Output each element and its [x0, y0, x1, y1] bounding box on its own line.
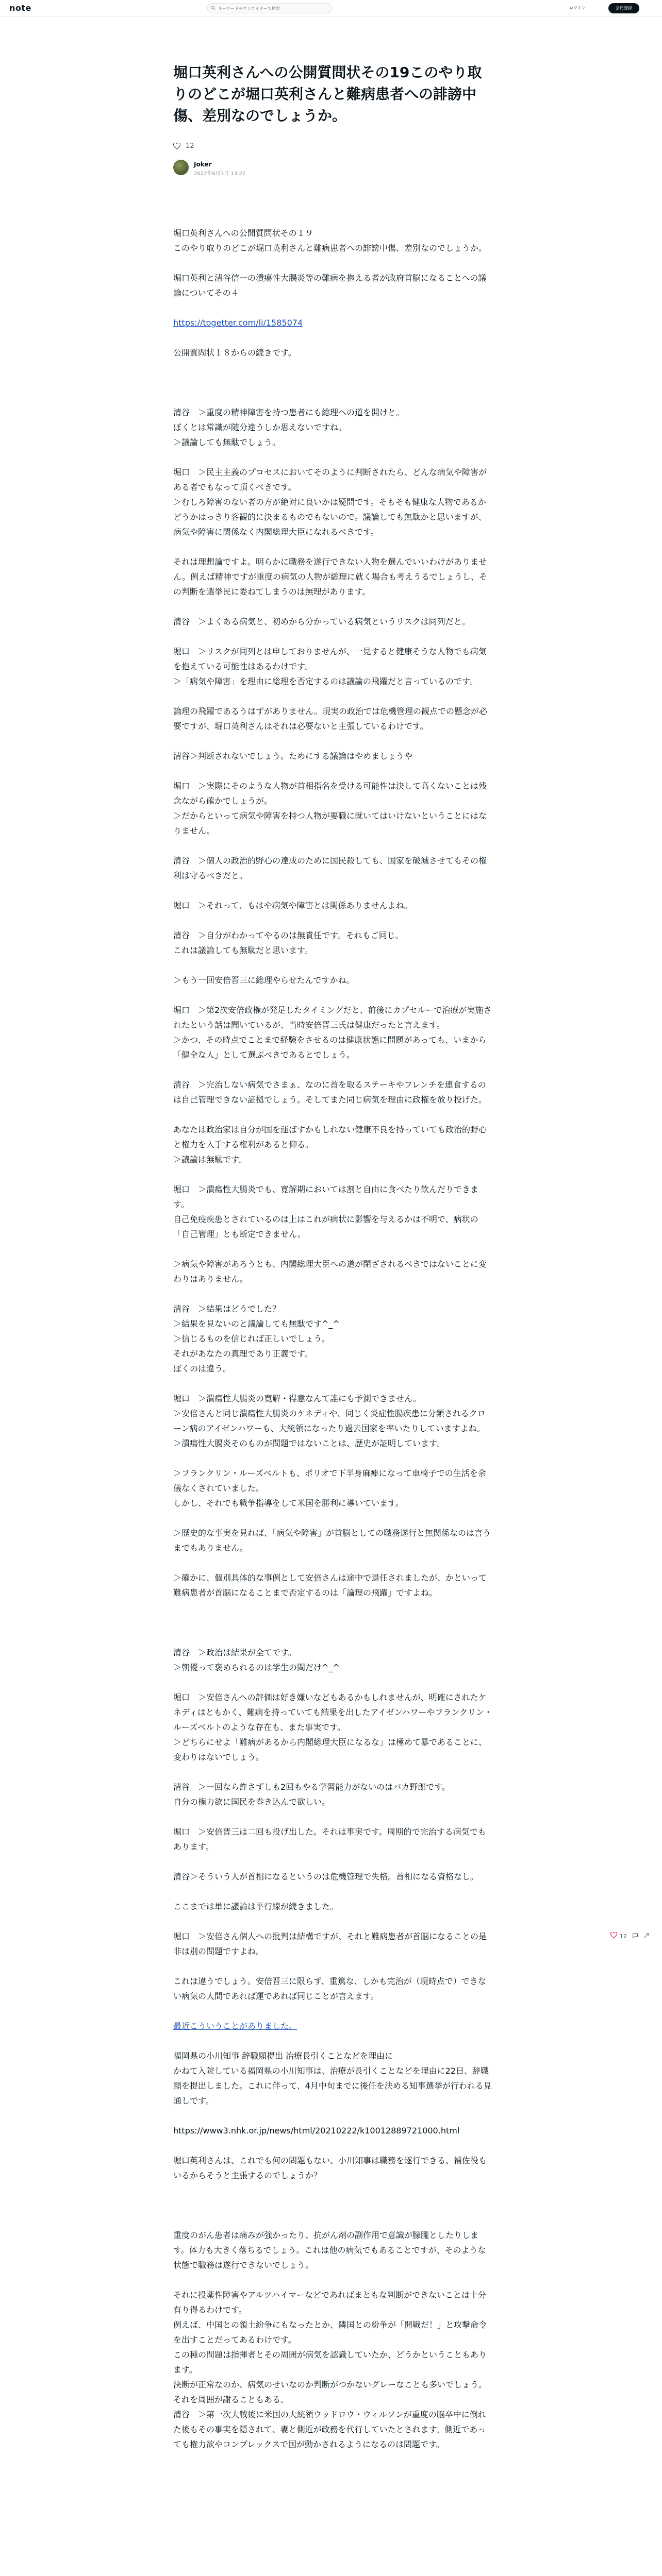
- article-paragraph: ＞歴史的な事実を見れば、「病気や障害」が首脳としての職務遂行と無関係なのは言うまでもありません。: [173, 1528, 491, 1553]
- article-paragraph: 清谷 ＞重度の精神障害を持つ患者にも総理への道を開けと。 ぼくとは常識が随分違うしか思えないですね。 ＞議論しても無駄でしょう。: [173, 408, 405, 447]
- like-count: 12: [620, 1933, 627, 1940]
- avatar[interactable]: [173, 160, 189, 175]
- article-link[interactable]: https://togetter.com/li/1585074: [173, 318, 303, 328]
- heart-icon[interactable]: [173, 143, 180, 149]
- article-paragraph: これは違うでしょう。安倍晋三に限らず、重篤な、しかも完治が（現時点で）できない病気の人間であれば運であれば同じことが言えます。: [173, 1976, 486, 2001]
- article-paragraph: 論理の飛躍であるうはずがありません。現実の政治では危機管理の観点での懸念が必要ですが、堀口英利さんはそれは必要ないと主張しているわけです。: [173, 706, 487, 731]
- article-paragraph: 堀口 ＞潰瘍性大腸炎の寛解・得意なんて誰にも予測できません。 ＞安倍さんと同じ潰瘍性大腸炎のケネディや、同じく炎症性腸疾患に分類されるクローン病のアイゼンハワーも、大統領になったり過去国家を率いたりしていますよね。 ＞潰瘍性大腸炎そのものが問題ではないことは、歴史が証明しています。: [173, 1394, 486, 1448]
- article-paragraph: 清谷 ＞完治しない病気でさまぁ、なのに首を取るステーキやフレンチを連食するのは自己管理できない証拠でしょう。そしてまた同じ病気を理由に政権を放り投げた。: [173, 1080, 487, 1105]
- floating-actions: [610, 1931, 662, 1943]
- article-paragraph: 清谷＞そういう人が首相になるというのは危機管理で失格。首相になる資格なし。: [173, 1872, 479, 1882]
- like-row: [173, 142, 493, 154]
- heart-icon[interactable]: [610, 1932, 617, 1938]
- article-paragraph: 堀口英利さんへの公開質問状その１９ このやり取りのどこが堀口英利さんと難病患者への誹謗中傷、差別なのでしょうか。: [173, 228, 487, 253]
- article-paragraph: [173, 375, 493, 390]
- article-paragraph: 堀口 ＞安倍晋三は二回も投げ出した。それは事実です。周期的で完治する病気でもあります。: [173, 1827, 486, 1852]
- author-block[interactable]: [173, 159, 493, 179]
- login-button[interactable]: ログイン: [569, 6, 586, 10]
- article-paragraph: ＞もう一回安倍晋三に総理やらせたんですかね。: [173, 975, 355, 985]
- article-paragraph: 堀口英利と清谷信一の潰瘍性大腸炎等の難病を抱える者が政府首脳になることへの議論についてその４: [173, 273, 487, 298]
- article-paragraph: https://www3.nhk.or.jp/news/html/20210222/k10012889721000.html: [173, 2126, 460, 2136]
- article-paragraph: 清谷 ＞自分がわかってやるのは無責任です。それもご同じ。 これは議論しても無駄だと思います。: [173, 930, 404, 955]
- article-paragraph: 重度のがん患者は痛みが強かったり、抗がん剤の副作用で意識が朦朧としたりします。体力も大きく落ちるでしょう。これは他の病気でもあることですが、そのような状態で職務は遂行できないでしょう。: [173, 2230, 486, 2270]
- like-count: 12: [186, 142, 194, 150]
- article-paragraph: 清谷＞判断されないでしょう。ためにする議論はやめましょうや: [173, 751, 413, 761]
- article-paragraph: 堀口 ＞それって、もはや病気や障害とは関係ありませんよね。: [173, 901, 412, 910]
- article-paragraph: 堀口 ＞リスクが同列とは申しておりませんが、一見すると健康そうな人物でも病気を抱えている可能性はあるわけです。 ＞「病気や障害」を理由に総理を否定するのは議論の飛躍だと言っているのです。: [173, 647, 487, 686]
- author-name[interactable]: Joker: [194, 161, 212, 168]
- article-paragraph: 堀口 ＞民主主義のプロセスにおいてそのように判断されたら、どんな病気や障害がある者でもなって頂くべきです。 ＞むしろ障害のない者の方が絶対に良いかは疑問です。そもそも健康な人物であるかどうかはっきり客観的に決まるものでもないので。議論しても無駄かと思いますが、病気や障害に関係なく内閣総理大臣になれるべきです。: [173, 467, 487, 537]
- article-paragraph: あなたは政治家は自分が国を運ばすかもしれない健康不良を持っていても政治的野心と権力を入手する権利があると仰る。 ＞議論は無駄です。: [173, 1125, 487, 1164]
- article-paragraph: 福岡県の小川知事 辞職願提出 治療長引くことなどを理由に かねて入院している福岡県の小川知事は、治療が長引くことなどを理由に22日、辞職願を提出しました。これに伴って、4月中旬までに後任を決める知事選挙が行われる見通しです。: [173, 2051, 492, 2106]
- article-paragraph: それは理想論ですよ。明らかに職務を遂行できない人物を選んでいいわけがありません。例えば精神ですが重度の病気の人物が総理に就く場合も考えうるでしょうし、その判断を選挙民に委ねてしまうのは無理があります。: [173, 557, 487, 597]
- article-paragraph: それに投薬性障害やアルツハイマーなどであればまともな判断ができないことは十分有り得るわけです。 例えば、中国との領土紛争にもなったとか、隣国との紛争が「開戦だ！」と攻撃命令を出すことだってあるわけです。 この種の問題は指揮者とその周囲が病気を認識していたか、どうかということもあります。 決断が正常なのか、病気のせいなのか判断がつかないグレーなことも多いでしょう。 それを周囲が謝ることもある。 清谷 ＞第一次大戦後に米国の大統領ウッドロウ・ウィルソンが重度の脳卒中に倒れた後もその事実を隠されて、妻と側近が政務を代行していたとされます。側近であっても権力欲やコンプレックスで国が動かされるようになるのは問題です。: [173, 2290, 487, 2449]
- comment-icon[interactable]: [632, 1933, 638, 1939]
- top-header: [0, 0, 662, 17]
- article-paragraph: ＞フランクリン・ルーズベルトも、ポリオで下半身麻痺になって車椅子での生活を余儀なくされていました。 しかし、それでも戦争指導をして米国を勝利に導いています。: [173, 1468, 486, 1508]
- article-paragraph: 清谷 ＞個人の政治的野心の達成のために国民殺しても、国家を破滅させてもその権利は守るべきだと。: [173, 856, 487, 880]
- signup-button[interactable]: 会員登録: [608, 3, 639, 13]
- article-title: 堀口英利さんへの公開質問状その19このやり取りのどこが堀口英利さんと難病患者への誹謗中傷、差別なのでしょうか。: [173, 64, 482, 124]
- search-box[interactable]: [207, 3, 332, 13]
- article-paragraph: ＞確かに、個別具体的な事例として安倍さんは途中で退任されましたが、かといって難病患者が首脳になることまで否定するのは「論理の飛躍」ですよね。: [173, 1573, 487, 1598]
- article-paragraph: 清谷 ＞結果はどうでした？ ＞結果を見ないのと議論しても無駄です^_^ ＞信じるものを信じれば正しいでしょう。 それがあなたの真理であり正義です。 ぼくのは違う。: [173, 1304, 340, 1374]
- article-paragraph: 堀口 ＞実際にそのような人物が首相指名を受ける可能性は決して高くないことは残念ながら確かでしょうが。 ＞だからといって病気や障害を持つ人物が要職に就いてはいけないということにはなりません。: [173, 781, 487, 836]
- article-body: [173, 226, 493, 2452]
- article-paragraph: 堀口英利さんは、これでも何の問題もない、小川知事は職務を遂行できる、補佐役もいるからそうと主張するのでしょうか？: [173, 2156, 487, 2180]
- article: [173, 62, 493, 2467]
- article-paragraph: [173, 1615, 493, 1630]
- article-paragraph: 堀口 ＞安倍さん個人への批判は結構ですが、それと難病患者が首脳になることの是非は別の問題ですよね。: [173, 1931, 487, 1956]
- article-paragraph: 公開質問状１８からの続きです。: [173, 348, 296, 358]
- publish-date: 2022年6月3日 13:22: [194, 171, 246, 177]
- search-input[interactable]: [218, 4, 326, 12]
- article-paragraph: 清谷 ＞よくある病気と、初めから分かっている病気というリスクは同列だと。: [173, 617, 470, 626]
- article-paragraph: 清谷 ＞一回なら許さずしも2回もやる学習能力がないのはバカ野郎です。 自分の権力欲に国民を巻き込んで欲しい。: [173, 1782, 450, 1807]
- article-paragraph: 堀口 ＞第2次安倍政権が発足したタイミングだと、前後にカプセルーで治療が実施されたという話は聞いているが、当時安倍晋三氏は健康だったと言えます。 ＞かつ、その時点でことまで経験をさせるのは健康状態に問題があっても、いまから「健全な人」として選ぶべきであるとでしょう。: [173, 1005, 492, 1060]
- article-paragraph: 清谷 ＞政治は結果が全てです。 ＞朝優って褒められるのは学生の間だけ^_^: [173, 1648, 340, 1672]
- article-paragraph: 堀口 ＞潰瘍性大腸炎でも、寛解期においては割と自由に食べたり飲んだりできます。 自己免疫疾患とされているのは上はこれが病状に影響を与えるかは不明で、病状の「自己管理」とも断定できません。: [173, 1184, 479, 1239]
- article-paragraph: 堀口 ＞安倍さんへの評価は好き嫌いなどもあるかもしれませんが、明確にされたケネディはともかく、難病を持っていても結果を出したアイゼンハワーやフランクリン・ルーズベルトのような存在も、また事実です。 ＞どちらにせよ「難病があるから内閣総理大臣になるな」は極めて暴であることに、変わりはないでしょう。: [173, 1692, 493, 1762]
- share-icon[interactable]: [643, 1933, 650, 1939]
- article-link[interactable]: 最近こういうことがありました。: [173, 2021, 297, 2031]
- article-paragraph: [173, 2198, 493, 2213]
- note-logo[interactable]: note: [9, 3, 31, 13]
- article-paragraph: ここまでは単に議論は平行線が続きました。: [173, 1902, 339, 1911]
- article-paragraph: ＞病気や障害があろうとも、内閣総理大臣への道が閉ざされるべきではないことに変わりはありません。: [173, 1259, 487, 1284]
- search-icon: [211, 6, 216, 10]
